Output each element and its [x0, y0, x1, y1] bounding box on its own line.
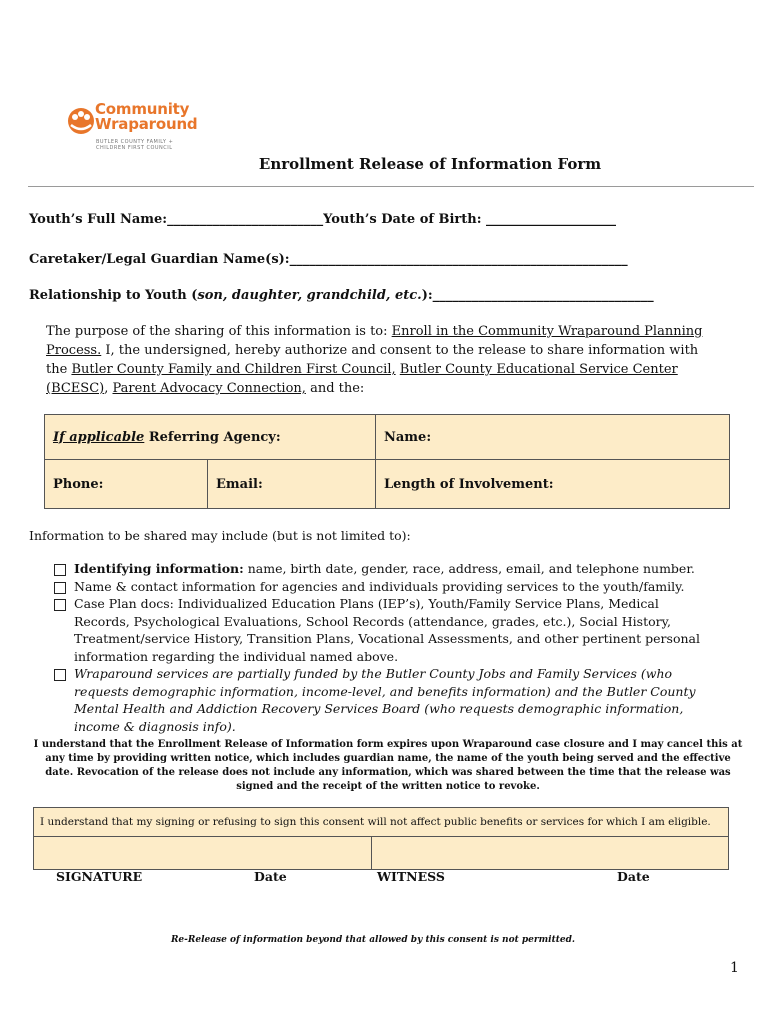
- relationship-examples: son, daughter, grandchild, etc.: [197, 288, 422, 303]
- caretaker-field[interactable]: Caretaker/Legal Guardian Name(s):____________________________________________________: [29, 252, 628, 267]
- length-of-involvement-label: Length of Involvement:: [384, 476, 554, 492]
- purpose-text-5: and the:: [305, 381, 365, 396]
- agency-phone-cell[interactable]: [45, 460, 208, 509]
- agency-phone-label: Phone:: [53, 476, 104, 492]
- checkbox-icon: [54, 582, 66, 594]
- item-text: Wraparound services are partially funded by the Butler County Jobs and Family Services (who requests demographic information, income-level, and benefits information) and the Butler County Mental Health and Addiction Recovery Services Board (who requests demographic information, income & diagnosis info).: [74, 666, 696, 734]
- relationship-line: ):__________________________________: [421, 288, 654, 303]
- purpose-paragraph: [46, 322, 706, 398]
- item-text: Name & contact information for agencies and individuals providing services to the youth/family.: [74, 578, 685, 594]
- logo-line2: Wraparound: [95, 115, 198, 133]
- if-applicable-label: If applicable: [53, 429, 145, 445]
- revocation-notice: I understand that the Enrollment Release of Information form expires upon Wraparound case closure and I may cancel this at any time by providing written notice, which includes guardian name, the name of the youth being served and the effective date. Revocation of the release does not include any information, which was shared between the time that the release was signed and the receipt of the written notice to revoke.: [33, 739, 743, 792]
- logo-subtitle: [96, 139, 173, 151]
- purpose-text-4: ,: [104, 381, 113, 396]
- witness-label: WITNESS: [377, 869, 445, 884]
- referring-agency-cell[interactable]: [45, 415, 376, 460]
- purpose-underline-2: Butler County Family and Children First Council,: [71, 362, 396, 377]
- agency-email-cell[interactable]: [207, 460, 375, 509]
- consent-statement-cell: [34, 808, 729, 837]
- list-item: [36, 560, 716, 578]
- signature-label: SIGNATURE: [56, 869, 143, 884]
- logo-mark-icon: [64, 104, 98, 138]
- item-text: Case Plan docs: Individualized Education Plans (IEP’s), Youth/Family Service Plans, Medical Records, Psychological Evaluations, School Records (attendance, grades, etc.), Social History, Treatment/service History, Transition Plans, Vocational Assessments, and other pertinent personal information regarding the individual named above.: [74, 596, 700, 664]
- relationship-label: Relationship to Youth (: [29, 288, 198, 303]
- purpose-underline-4: Parent Advocacy Connection,: [112, 381, 306, 396]
- length-of-involvement-cell[interactable]: [376, 460, 730, 509]
- info-intro: Information to be shared may include (but is not limited to):: [29, 528, 411, 543]
- youth-dob-label: Youth’s Date of Birth: ____________________: [323, 212, 617, 227]
- purpose-underline-1: Enroll in the Community Wraparound Planning Process.: [46, 324, 703, 358]
- logo-line1: Community: [95, 100, 190, 118]
- page-number: 1: [730, 960, 739, 976]
- consent-statement: I understand that my signing or refusing to sign this consent will not affect public benefits or services for which I am eligible.: [40, 816, 711, 828]
- form-title: Enrollment Release of Information Form: [258, 155, 602, 173]
- referring-agency-label: Referring Agency:: [144, 429, 281, 445]
- agency-table: [44, 414, 730, 509]
- rerelease-note: Re-Release of information beyond that allowed by this consent is not permitted.: [170, 935, 576, 945]
- relationship-field[interactable]: [29, 288, 654, 303]
- logo-wordmark: [95, 102, 197, 132]
- date-label-1: Date: [254, 869, 287, 884]
- agency-email-label: Email:: [215, 476, 263, 492]
- info-list: [36, 560, 716, 735]
- agency-name-cell[interactable]: [376, 415, 730, 460]
- logo-sub1: BUTLER COUNTY FAMILY +: [96, 139, 174, 145]
- signature-box[interactable]: [34, 837, 372, 870]
- purpose-underline-3: Butler County Educational Service Center (BCESC): [46, 362, 678, 396]
- purpose-text-2: I, the undersigned, hereby authorize and consent to the release to share information with the: [46, 343, 699, 377]
- item-bold: Identifying information:: [74, 561, 244, 576]
- title-divider: [28, 186, 754, 187]
- list-item: [36, 665, 716, 735]
- agency-name-label: Name:: [384, 429, 432, 445]
- purpose-text-1: The purpose of the sharing of this information is to:: [46, 324, 392, 339]
- list-item: [36, 578, 716, 596]
- checkbox-icon: [54, 599, 66, 611]
- checkbox-icon: [54, 669, 66, 681]
- item-text: name, birth date, gender, race, address, email, and telephone number.: [243, 561, 695, 576]
- date-label-2: Date: [617, 869, 650, 884]
- youth-name-label: Youth’s Full Name:________________________: [29, 212, 324, 227]
- signature-table: [33, 807, 729, 870]
- checkbox-icon: [54, 564, 66, 576]
- witness-box[interactable]: [372, 837, 729, 870]
- list-item: [36, 595, 716, 665]
- logo-sub2: CHILDREN FIRST COUNCIL: [96, 145, 173, 151]
- youth-name-field[interactable]: [29, 212, 616, 227]
